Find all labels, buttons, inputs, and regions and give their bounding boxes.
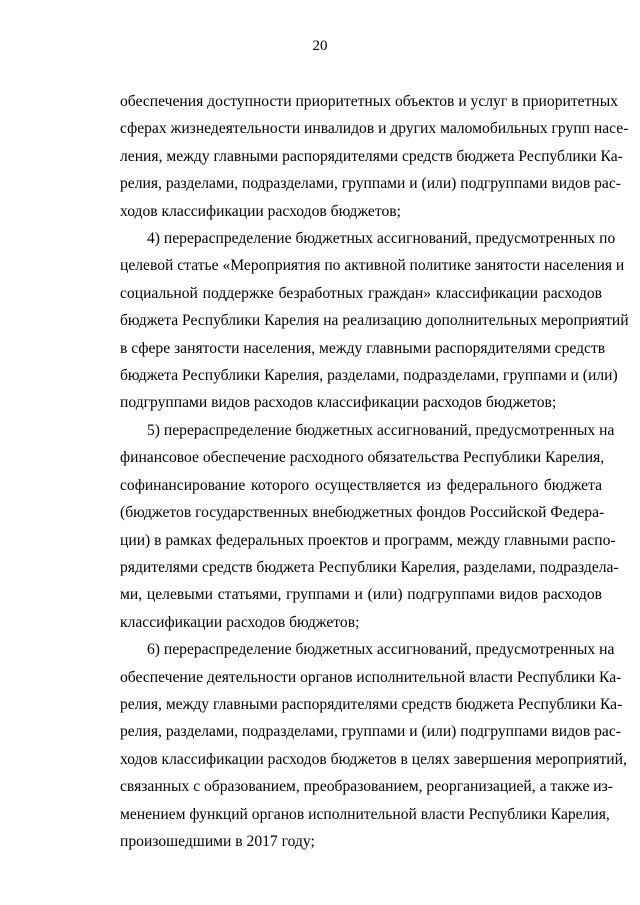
text-line: произошедшими в 2017 году;: [120, 832, 315, 850]
paragraph-item-4: [120, 225, 629, 417]
text-line: ления, между главными распорядителями средств бюджета Республики Ка-: [120, 147, 623, 165]
text-line: 5) перераспределение бюджетных ассигнований, предусмотренных на: [147, 421, 615, 439]
text-line: релия, между главными распорядителями средств бюджета Республики Ка-: [120, 695, 623, 713]
text-line: ции) в рамках федеральных проектов и программ, между главными распо-: [120, 531, 616, 549]
text-line: социальной поддержке безработных граждан» классификации расходов: [120, 284, 602, 302]
text-line: ходов классификации расходов бюджетов в целях завершения мероприятий,: [120, 750, 627, 768]
text-line: софинансирование которого осуществляется из федерального бюджета: [120, 476, 602, 494]
text-line: 4) перераспределение бюджетных ассигнований, предусмотренных по: [147, 230, 616, 248]
document-body: [120, 88, 629, 855]
text-line: рядителями средств бюджета Республики Карелия, разделами, подраздела-: [120, 558, 619, 576]
paragraph-item-5: [120, 417, 619, 636]
paragraph-continuation: [120, 88, 629, 225]
text-line: ходов классификации расходов бюджетов;: [120, 202, 401, 220]
text-line: ми, целевыми статьями, группами и (или) подгруппами видов расходов: [120, 586, 602, 604]
text-line: бюджета Республики Карелия, разделами, подразделами, группами и (или): [120, 367, 618, 385]
text-line: связанных с образованием, преобразованием, реорганизацией, а также из-: [120, 778, 613, 796]
text-line: (бюджетов государственных внебюджетных фондов Российской Федера-: [120, 504, 605, 522]
text-line: 6) перераспределение бюджетных ассигнований, предусмотренных на: [147, 641, 615, 659]
text-line: сферах жизнедеятельности инвалидов и других маломобильных групп насе-: [120, 120, 629, 138]
text-line: менением функций органов исполнительной власти Республики Карелия,: [120, 805, 610, 823]
text-line: бюджета Республики Карелия на реализацию дополнительных мероприятий: [120, 312, 629, 330]
text-line: релия, разделами, подразделами, группами и (или) подгруппами видов рас-: [120, 175, 621, 193]
text-line: целевой статье «Мероприятия по активной политике занятости населения и: [120, 257, 625, 275]
text-line: подгруппами видов расходов классификации расходов бюджетов;: [120, 394, 557, 412]
text-line: обеспечения доступности приоритетных объектов и услуг в приоритетных: [120, 93, 619, 110]
page-number: 20: [312, 38, 328, 54]
paragraph-item-6: [120, 636, 627, 855]
text-line: финансовое обеспечение расходного обязательства Республики Карелия,: [120, 449, 605, 467]
text-line: в сфере занятости населения, между главными распорядителями средств: [120, 339, 606, 357]
text-line: классификации расходов бюджетов;: [120, 613, 360, 631]
text-line: обеспечение деятельности органов исполнительной власти Республики Ка-: [120, 668, 622, 686]
text-line: релия, разделами, подразделами, группами и (или) подгруппами видов рас-: [120, 723, 621, 741]
